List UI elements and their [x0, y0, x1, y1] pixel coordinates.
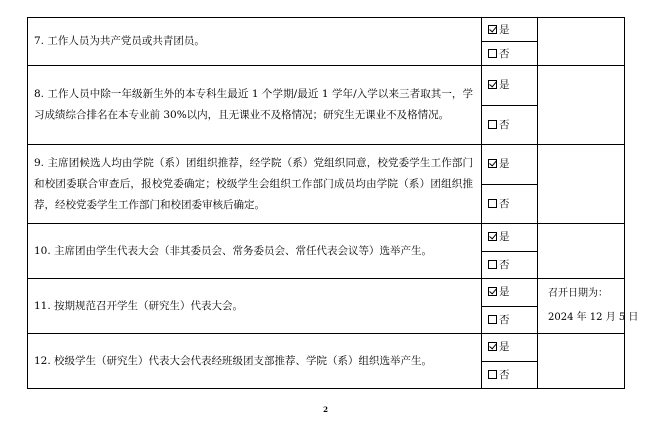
table-row	[28, 334, 625, 362]
note-cell-10	[538, 224, 625, 279]
option-yes-12[interactable]	[482, 334, 538, 362]
option-yes-label: 是	[499, 341, 510, 354]
option-no-9[interactable]	[482, 184, 538, 224]
criterion-7: 7. 工作人员为共产党员或共青团员。	[28, 18, 482, 66]
table-row	[28, 279, 625, 307]
checkbox-checked-icon[interactable]	[488, 342, 497, 351]
table-row	[28, 145, 625, 185]
meeting-date-label: 召开日期为：	[548, 288, 608, 299]
option-no-label: 否	[499, 313, 510, 326]
option-no-11[interactable]	[482, 306, 538, 334]
option-yes-label: 是	[499, 23, 510, 36]
option-no-label: 否	[499, 258, 510, 271]
option-yes-10[interactable]	[482, 224, 538, 252]
option-yes-8[interactable]	[482, 66, 538, 106]
option-no-10[interactable]	[482, 251, 538, 279]
meeting-date-value: 2024 年 12 月 5 日	[548, 312, 639, 323]
note-cell-12	[538, 334, 625, 389]
criterion-12: 12. 校级学生（研究生）代表大会代表经班级团支部推荐、学院（系）组织选举产生。	[28, 334, 482, 389]
checklist-table	[27, 17, 639, 389]
option-no-label: 否	[499, 47, 510, 60]
option-yes-label: 是	[499, 286, 510, 299]
checkbox-empty-icon[interactable]	[488, 260, 497, 269]
checkbox-empty-icon[interactable]	[488, 120, 497, 129]
criterion-11: 11. 按期规范召开学生（研究生）代表大会。	[28, 279, 482, 334]
table-row	[28, 18, 625, 42]
option-yes-label: 是	[499, 79, 510, 92]
option-no-label: 否	[499, 368, 510, 381]
option-yes-9[interactable]	[482, 145, 538, 185]
option-no-label: 否	[499, 118, 510, 131]
checkbox-checked-icon[interactable]	[488, 80, 497, 89]
criterion-10: 10. 主席团由学生代表大会（非其委员会、常务委员会、常任代表会议等）选举产生。	[28, 224, 482, 279]
table-row	[28, 66, 625, 106]
note-cell-9	[538, 145, 625, 224]
option-no-label: 否	[499, 197, 510, 210]
checkbox-empty-icon[interactable]	[488, 49, 497, 58]
criterion-8: 8. 工作人员中除一年级新生外的本专科生最近 1 个学期/最近 1 学年/入学以来三者取其一，学习成绩综合排名在本专业前 30%以内，且无课业不及格情况；研究生无课业不及格情况。	[28, 66, 482, 145]
option-yes-label: 是	[499, 158, 510, 171]
option-no-8[interactable]	[482, 105, 538, 145]
checkbox-checked-icon[interactable]	[488, 232, 497, 241]
note-cell-8	[538, 66, 625, 145]
page-number: 2	[323, 405, 328, 414]
checkbox-empty-icon[interactable]	[488, 370, 497, 379]
table-row	[28, 224, 625, 252]
option-yes-7[interactable]	[482, 18, 538, 42]
note-cell-7	[538, 18, 625, 66]
criterion-9: 9. 主席团候选人均由学院（系）团组织推荐，经学院（系）党组织同意，校党委学生工作部门和校团委联合审查后，报校党委确定；校级学生会组织工作部门成员均由学院（系）团组织推荐，经校党委学生工作部门和校团委审核后确定。	[28, 145, 482, 224]
checkbox-empty-icon[interactable]	[488, 315, 497, 324]
checkbox-checked-icon[interactable]	[488, 159, 497, 168]
option-no-12[interactable]	[482, 361, 538, 389]
option-yes-11[interactable]	[482, 279, 538, 307]
option-yes-label: 是	[499, 231, 510, 244]
checkbox-checked-icon[interactable]	[488, 25, 497, 34]
checkbox-empty-icon[interactable]	[488, 199, 497, 208]
option-no-7[interactable]	[482, 42, 538, 66]
meeting-date-note	[538, 279, 639, 334]
checkbox-checked-icon[interactable]	[488, 287, 497, 296]
